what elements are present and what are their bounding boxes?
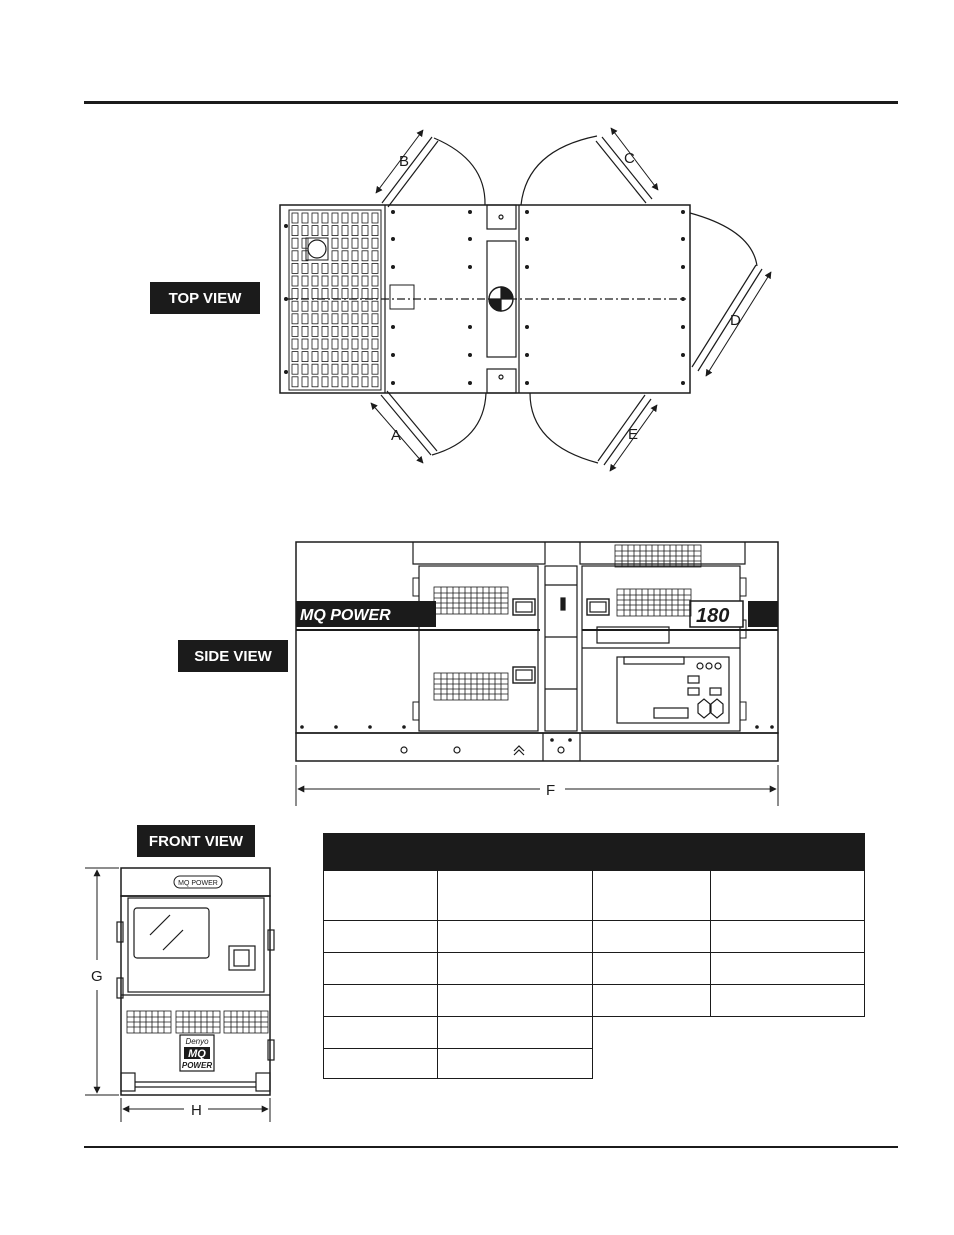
- bolt: [402, 725, 406, 729]
- bolt: [391, 265, 395, 269]
- grille-slot: [312, 352, 318, 362]
- grille-slot: [332, 339, 338, 349]
- front-view-label: FRONT VIEW: [137, 825, 255, 857]
- grille-slot: [372, 314, 378, 324]
- grille-slot: [302, 301, 308, 311]
- grille-slot: [332, 213, 338, 223]
- grille-slot: [292, 377, 298, 387]
- grille-slot: [352, 377, 358, 387]
- grille-slot: [332, 276, 338, 286]
- grille-slot: [292, 352, 298, 362]
- model-number: 180: [696, 605, 730, 627]
- grille-slot: [292, 364, 298, 374]
- table-row: [324, 1049, 865, 1079]
- grille-slot: [362, 301, 368, 311]
- bolt: [681, 353, 685, 357]
- grille-slot: [352, 213, 358, 223]
- grille-slot: [322, 339, 328, 349]
- grille-slot: [312, 326, 318, 336]
- grille-slot: [342, 226, 348, 236]
- grille-slot: [372, 352, 378, 362]
- grille-slot: [352, 364, 358, 374]
- bolt: [391, 210, 395, 214]
- grille-slot: [312, 263, 318, 273]
- grille-slot: [352, 352, 358, 362]
- bolt: [550, 738, 554, 742]
- table-header-row: [324, 834, 865, 871]
- bolt: [468, 325, 472, 329]
- grille-slot: [312, 289, 318, 299]
- bolt: [681, 297, 685, 301]
- door-a: [381, 391, 486, 455]
- grille-slot: [362, 377, 368, 387]
- grille-slot: [292, 339, 298, 349]
- grille-slot: [342, 326, 348, 336]
- grille-slot: [292, 213, 298, 223]
- bolt: [468, 237, 472, 241]
- bolt: [681, 210, 685, 214]
- front-view-drawing: [85, 868, 274, 1122]
- grille-slot: [332, 289, 338, 299]
- grille-slot: [322, 276, 328, 286]
- grille-slot: [312, 364, 318, 374]
- bolt: [468, 353, 472, 357]
- grille-slot: [302, 251, 308, 261]
- dim-c-label: C: [624, 150, 635, 167]
- grille-slot: [302, 377, 308, 387]
- bolt: [525, 353, 529, 357]
- grille-slot: [342, 276, 348, 286]
- grille-slot: [342, 263, 348, 273]
- grille-slot: [342, 314, 348, 324]
- side-view-drawing: [296, 542, 778, 806]
- bolt: [368, 725, 372, 729]
- grille-slot: [342, 289, 348, 299]
- grille-slot: [302, 289, 308, 299]
- grille-slot: [292, 301, 298, 311]
- grille-slot: [352, 326, 358, 336]
- top-view-label: TOP VIEW: [150, 282, 260, 314]
- grille-slot: [372, 377, 378, 387]
- grille-slot: [342, 213, 348, 223]
- bolt: [525, 210, 529, 214]
- grille-slot: [352, 314, 358, 324]
- grille-slot: [302, 226, 308, 236]
- grille-slot: [362, 226, 368, 236]
- grille-slot: [302, 213, 308, 223]
- grille-slot: [302, 364, 308, 374]
- grille-slot: [312, 213, 318, 223]
- grille-slot: [312, 276, 318, 286]
- grille-slot: [302, 238, 308, 248]
- grille-slot: [322, 263, 328, 273]
- grille-slot: [302, 263, 308, 273]
- grille-slot: [312, 226, 318, 236]
- table-row: [324, 953, 865, 985]
- badge-bottom: POWER: [181, 1061, 213, 1070]
- grille-slot: [352, 276, 358, 286]
- grille-slot: [322, 377, 328, 387]
- door-b: [382, 137, 485, 207]
- grille-slot: [362, 238, 368, 248]
- grille-slot: [302, 326, 308, 336]
- bolt: [681, 381, 685, 385]
- bolt: [468, 210, 472, 214]
- logo-text: MQ POWER: [300, 607, 391, 624]
- grille-slot: [302, 276, 308, 286]
- grille-slot: [292, 289, 298, 299]
- grille-slot: [362, 326, 368, 336]
- bolt: [284, 370, 288, 374]
- grille-slot: [372, 213, 378, 223]
- grille-slot: [362, 314, 368, 324]
- radiator-grille: [289, 210, 381, 390]
- grille-slot: [292, 251, 298, 261]
- table-row: [324, 1017, 865, 1049]
- dim-a-label: A: [391, 427, 402, 444]
- grille-slot: [332, 251, 338, 261]
- grille-slot: [372, 301, 378, 311]
- grille-slot: [342, 364, 348, 374]
- table-row: [324, 871, 865, 921]
- grille-slot: [312, 377, 318, 387]
- grille-slot: [292, 238, 298, 248]
- bolt: [681, 237, 685, 241]
- grille-slot: [342, 251, 348, 261]
- dim-d-label: D: [730, 312, 741, 329]
- table-row: [324, 921, 865, 953]
- bolt: [755, 725, 759, 729]
- bolt: [770, 725, 774, 729]
- grille-slot: [332, 326, 338, 336]
- side-view-label: SIDE VIEW: [178, 640, 288, 672]
- grille-slot: [372, 238, 378, 248]
- grille-slot: [322, 352, 328, 362]
- grille-slot: [362, 289, 368, 299]
- dim-b-label: B: [399, 153, 410, 170]
- table-row: [324, 985, 865, 1017]
- bolt: [300, 725, 304, 729]
- grille-slot: [362, 263, 368, 273]
- bolt: [568, 738, 572, 742]
- grille-slot: [302, 352, 308, 362]
- grille-slot: [292, 326, 298, 336]
- grille-slot: [342, 339, 348, 349]
- top-view-drawing: [280, 128, 771, 471]
- grille-slot: [352, 251, 358, 261]
- grille-slot: [342, 301, 348, 311]
- grille-slot: [332, 377, 338, 387]
- grille-slot: [362, 352, 368, 362]
- grille-slot: [312, 339, 318, 349]
- grille-slot: [332, 352, 338, 362]
- bolt: [468, 265, 472, 269]
- grille-slot: [362, 364, 368, 374]
- grille-slot: [362, 251, 368, 261]
- bolt: [391, 237, 395, 241]
- grille-slot: [372, 276, 378, 286]
- grille-slot: [322, 226, 328, 236]
- grille-slot: [332, 314, 338, 324]
- dim-h-label: H: [191, 1102, 202, 1119]
- bolt: [525, 381, 529, 385]
- table-header: [324, 834, 865, 871]
- grille-slot: [342, 238, 348, 248]
- bolt: [525, 265, 529, 269]
- grille-slot: [352, 238, 358, 248]
- bolt: [391, 353, 395, 357]
- bolt: [525, 237, 529, 241]
- grille-slot: [372, 339, 378, 349]
- front-nameplate: MQ POWER: [178, 880, 218, 887]
- grille-slot: [352, 301, 358, 311]
- grille-slot: [342, 352, 348, 362]
- door-d: [690, 213, 762, 371]
- grille-slot: [352, 263, 358, 273]
- grille-slot: [372, 289, 378, 299]
- grille-slot: [332, 263, 338, 273]
- grille-slot: [372, 263, 378, 273]
- badge-mid: MQ: [188, 1048, 206, 1060]
- grille-slot: [352, 339, 358, 349]
- grille-slot: [312, 301, 318, 311]
- dim-g-label: G: [91, 968, 103, 985]
- dimensions-table: [323, 833, 865, 1079]
- grille-slot: [292, 276, 298, 286]
- grille-slot: [292, 314, 298, 324]
- grille-slot: [342, 377, 348, 387]
- dim-e-label: E: [628, 426, 639, 443]
- bolt: [681, 265, 685, 269]
- grille-slot: [372, 326, 378, 336]
- grille-slot: [322, 213, 328, 223]
- bolt: [334, 725, 338, 729]
- grille-slot: [352, 226, 358, 236]
- grille-slot: [292, 226, 298, 236]
- grille-slot: [322, 364, 328, 374]
- grille-slot: [292, 263, 298, 273]
- bolt: [681, 325, 685, 329]
- grille-slot: [322, 289, 328, 299]
- grille-slot: [372, 364, 378, 374]
- grille-slot: [362, 213, 368, 223]
- grille-slot: [332, 364, 338, 374]
- bolt: [391, 381, 395, 385]
- grille-slot: [322, 326, 328, 336]
- grille-slot: [372, 251, 378, 261]
- grille-slot: [302, 339, 308, 349]
- bolt: [468, 381, 472, 385]
- grille-slot: [372, 226, 378, 236]
- grille-slot: [332, 226, 338, 236]
- bolt: [284, 297, 288, 301]
- grille-slot: [322, 314, 328, 324]
- grille-slot: [302, 314, 308, 324]
- bolt: [284, 224, 288, 228]
- bolt: [525, 325, 529, 329]
- grille-slot: [332, 238, 338, 248]
- grille-slot: [332, 301, 338, 311]
- grille-slot: [352, 289, 358, 299]
- badge-top: Denyo: [185, 1037, 209, 1046]
- grille-slot: [362, 339, 368, 349]
- grille-slot: [362, 276, 368, 286]
- grille-slot: [312, 314, 318, 324]
- dim-f-label: F: [546, 782, 556, 799]
- grille-slot: [322, 301, 328, 311]
- bolt: [391, 325, 395, 329]
- door-c: [521, 136, 652, 205]
